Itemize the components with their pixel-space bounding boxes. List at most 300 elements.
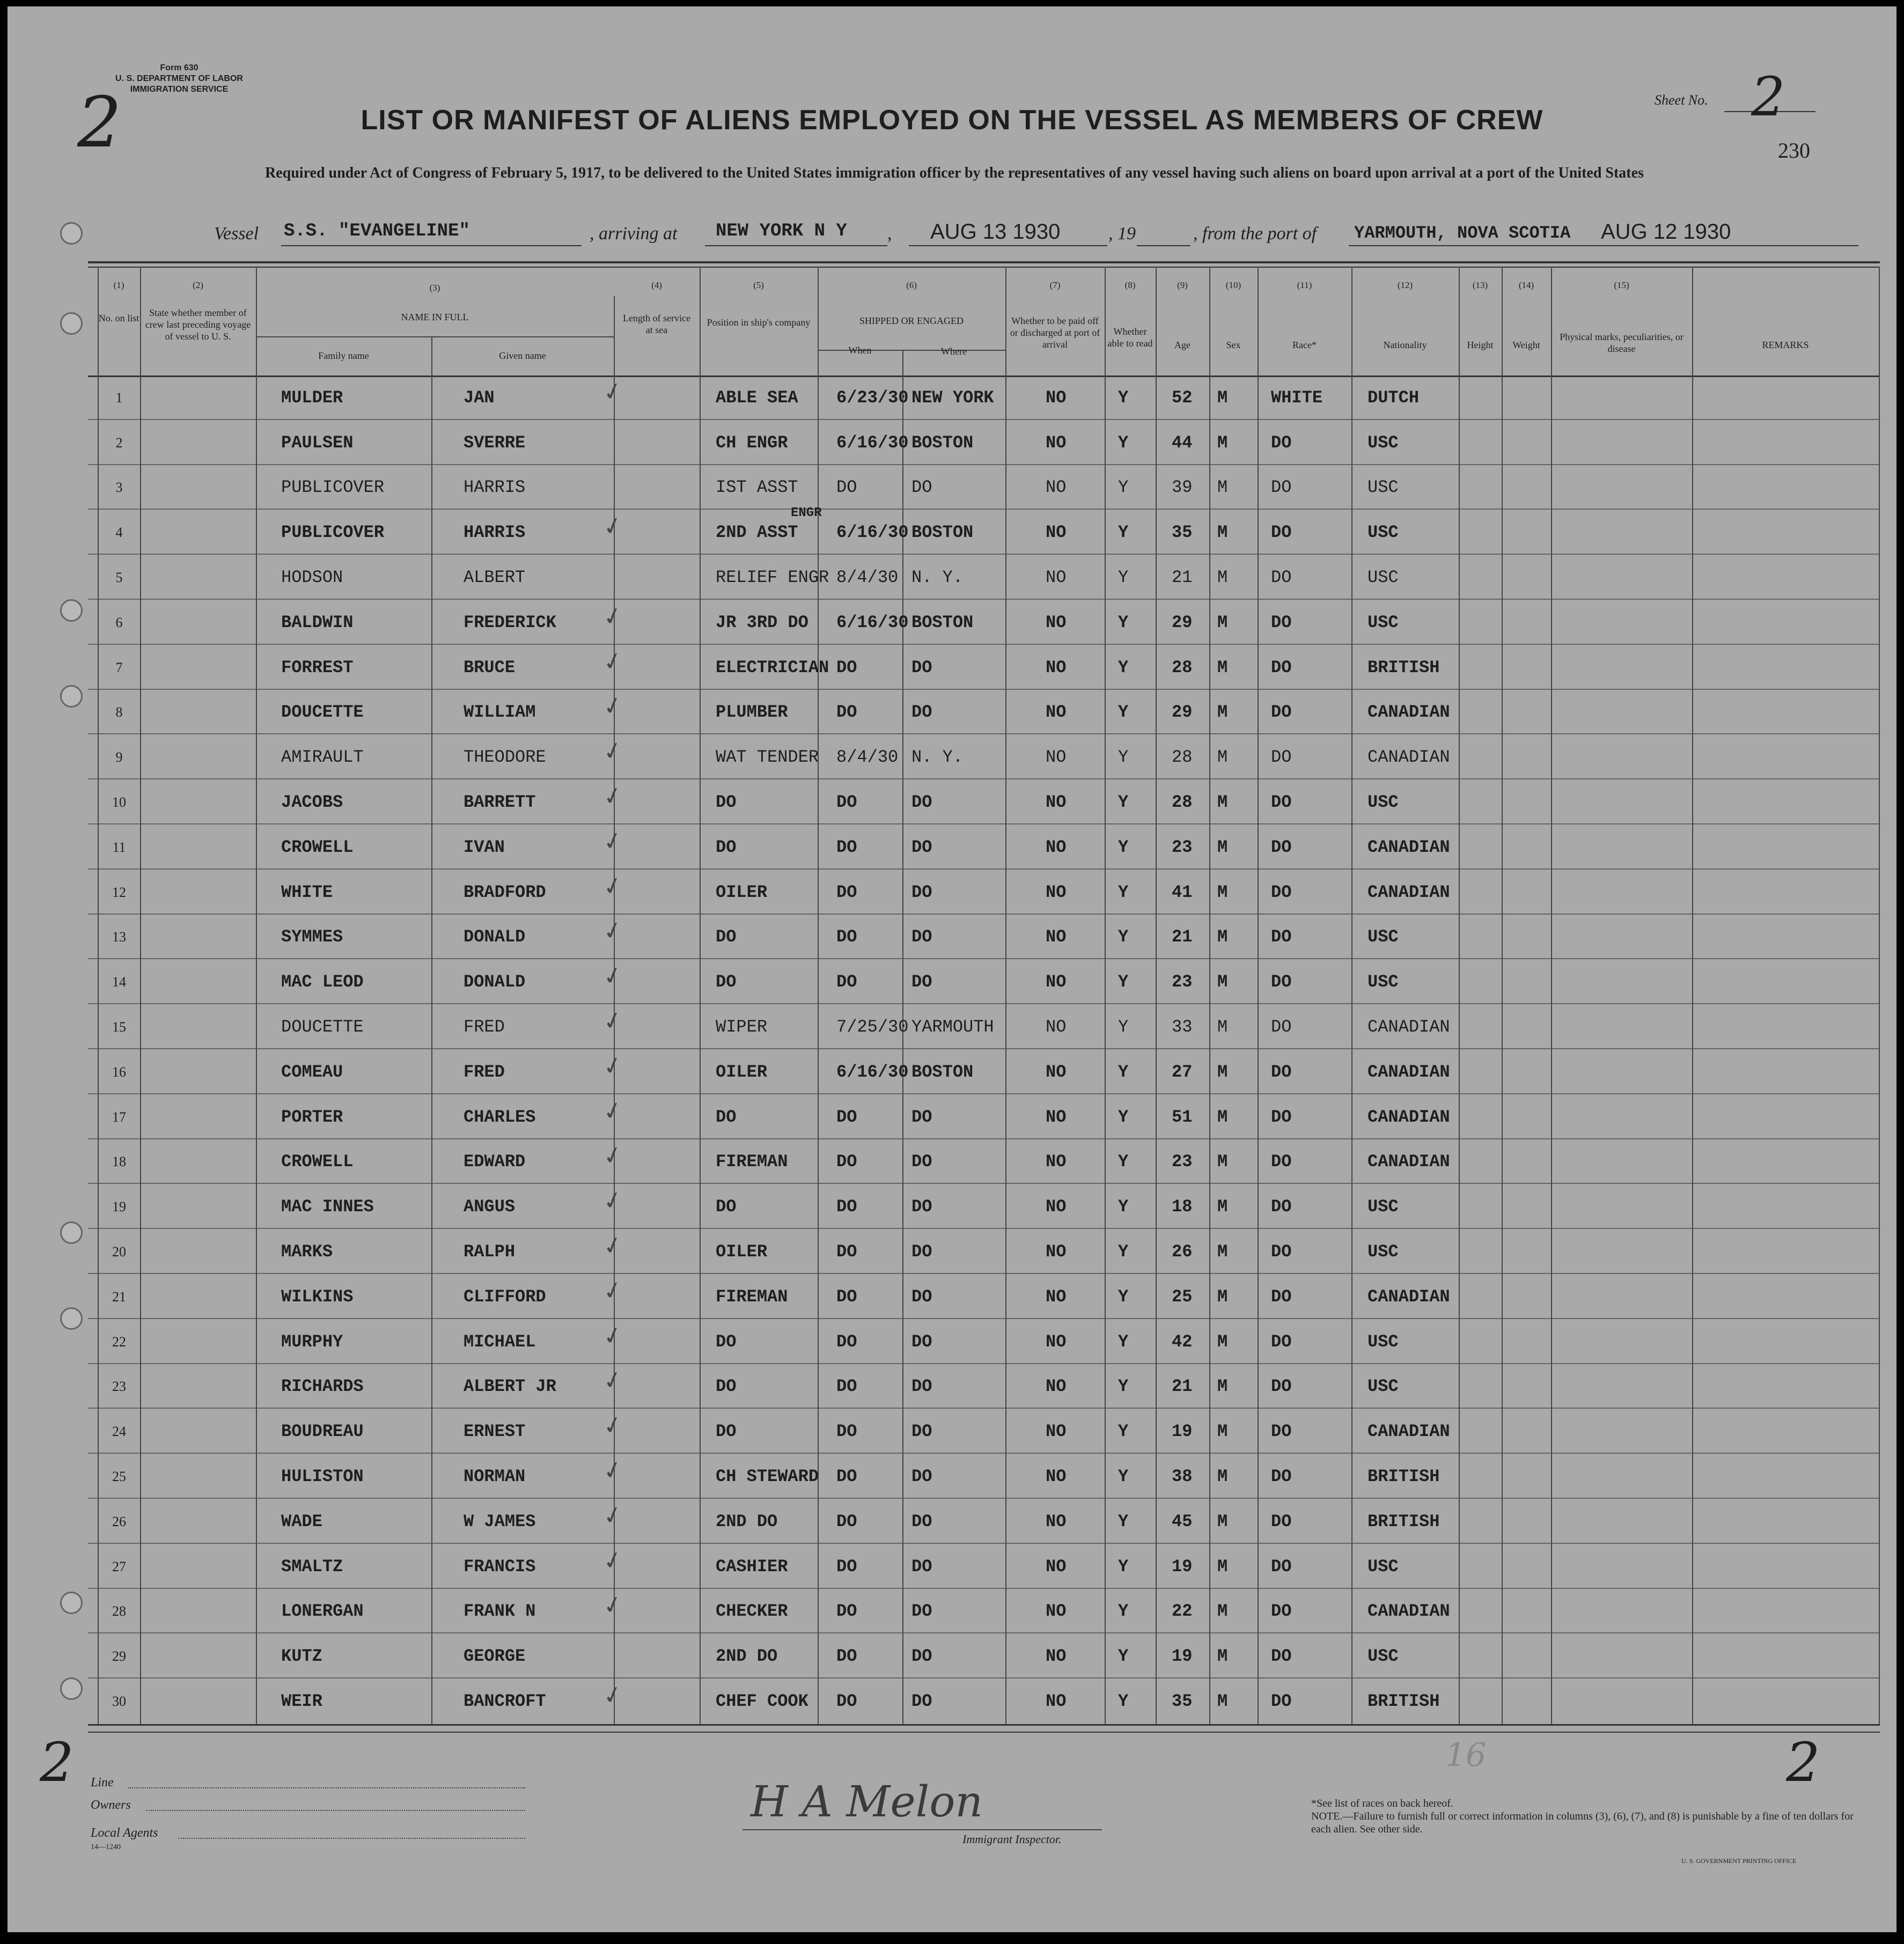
age-cell: 29 [1172,612,1193,632]
binder-hole [60,1221,83,1244]
able-to-read-cell: Y [1118,1467,1129,1487]
race-cell: DO [1271,612,1292,632]
paid-off-cell: NO [1046,568,1067,588]
age-cell: 21 [1172,1376,1193,1397]
shipped-where-cell: DO [911,882,932,902]
age-cell: 18 [1172,1197,1193,1217]
check-mark-icon: ✓ [600,1185,626,1217]
family-name-cell: CROWELL [281,837,354,857]
row-number: 20 [112,1244,126,1260]
able-to-read-cell: Y [1118,837,1129,857]
sex-cell: M [1217,477,1228,498]
position-cell: DO [716,837,737,857]
given-name-cell: MICHAEL [464,1331,536,1352]
family-name-cell: HODSON [281,568,343,588]
given-name-cell: SVERRE [464,432,526,453]
shipped-where-cell: BOSTON [911,522,974,543]
shipped-where-cell: DO [911,837,932,857]
race-cell: DO [1271,1556,1292,1577]
age-cell: 23 [1172,1152,1193,1172]
check-mark-icon: ✓ [600,375,626,408]
sex-cell: M [1217,1601,1228,1622]
able-to-read-cell: Y [1118,522,1129,543]
paid-off-cell: NO [1046,1422,1067,1442]
position-cell: DO [716,927,737,947]
race-cell: DO [1271,1331,1292,1352]
able-to-read-cell: Y [1118,1331,1129,1352]
sex-cell: M [1217,1062,1228,1082]
shipped-where-cell: DO [911,1467,932,1487]
age-cell: 22 [1172,1601,1193,1622]
shipped-where-cell: BOSTON [911,432,974,453]
shipped-when-cell: 8/4/30 [836,568,899,588]
races-note: *See list of races on back hereof. [1311,1798,1453,1809]
check-mark-icon: ✓ [600,1455,626,1486]
paid-off-cell: NO [1046,702,1067,723]
check-mark-icon: ✓ [600,600,626,632]
shipped-where-cell: DO [911,477,932,498]
shipped-where-cell: DO [911,657,932,678]
given-name-cell: FRANCIS [464,1556,536,1577]
page-number: 230 [1778,138,1810,163]
shipped-where-cell: DO [911,1107,932,1127]
able-to-read-cell: Y [1118,792,1129,813]
position-cell: RELIEF ENGR [716,568,829,588]
nationality-cell: CANADIAN [1368,1107,1450,1127]
check-mark-icon: ✓ [600,1230,626,1262]
shipped-when-cell: DO [836,702,857,723]
binder-hole [60,685,83,708]
race-cell: DO [1271,1197,1292,1217]
nationality-cell: USC [1368,568,1399,588]
shipped-when-cell: DO [836,1691,857,1712]
position-cell: PLUMBER [716,702,788,723]
age-cell: 35 [1172,1691,1193,1712]
able-to-read-cell: Y [1118,1062,1129,1082]
family-name-cell: MAC LEOD [281,972,364,992]
column-number: (12) [1397,280,1413,290]
race-cell: DO [1271,568,1292,588]
sex-cell: M [1217,1152,1228,1172]
shipped-where-cell: DO [911,702,932,723]
position-cell: IST ASST [716,477,798,498]
family-name-cell: LONERGAN [281,1601,364,1622]
family-name-cell: JACOBS [281,792,343,813]
shipped-when-cell: DO [836,882,857,902]
shipped-where-cell: DO [911,1376,932,1397]
position-cell: 2ND ASST [716,522,798,543]
shipped-when-cell: DO [836,1422,857,1442]
family-name-cell: MAC INNES [281,1197,374,1217]
row-number: 3 [115,480,123,496]
shipped-when-cell: DO [836,1601,857,1622]
check-mark-icon: ✓ [600,735,626,768]
column-number: (6) [906,280,917,290]
row-number: 25 [112,1469,126,1485]
shipped-when-cell: 7/25/30 [836,1017,909,1037]
row-number: 30 [112,1693,126,1710]
position-cell: CASHIER [716,1556,788,1577]
header-able-to-read: Whether able to read [1107,326,1153,349]
position-cell: JR 3RD DO [716,612,808,632]
shipped-where-cell: DO [911,1422,932,1442]
shipped-when-cell: DO [836,927,857,947]
position-cell: WIPER [716,1017,768,1037]
able-to-read-cell: Y [1118,387,1129,408]
sex-cell: M [1217,1511,1228,1531]
family-name-cell: COMEAU [281,1062,343,1082]
position-cell: FIREMAN [716,1152,788,1172]
paid-off-cell: NO [1046,612,1067,632]
paid-off-cell: NO [1046,1062,1067,1082]
handwritten-mark-bottom-left: 2 [40,1731,74,1794]
column-number: (10) [1225,280,1241,290]
paid-off-cell: NO [1046,1467,1067,1487]
footer-line-label: Line [91,1776,114,1790]
position-cell: DO [716,1376,737,1397]
able-to-read-cell: Y [1118,1646,1129,1667]
given-name-cell: JAN [464,387,495,408]
shipped-when-cell: DO [836,1242,857,1262]
sex-cell: M [1217,1376,1228,1397]
departure-date-stamp: AUG 12 1930 [1601,220,1731,244]
nationality-cell: CANADIAN [1368,702,1450,723]
family-name-cell: SYMMES [281,927,343,947]
family-name-cell: FORREST [281,657,354,678]
shipped-where-cell: NEW YORK [911,387,994,408]
immigrant-inspector-label: Immigrant Inspector. [962,1832,1062,1846]
paid-off-cell: NO [1046,1286,1067,1307]
check-mark-icon: ✓ [600,780,626,812]
sex-cell: M [1217,1556,1228,1577]
shipped-when-cell: DO [836,1511,857,1531]
nationality-cell: USC [1368,792,1399,813]
family-name-cell: RICHARDS [281,1376,364,1397]
row-number: 15 [112,1019,126,1035]
shipped-when-cell: DO [836,1556,857,1577]
check-mark-icon: ✓ [600,1140,626,1172]
shipped-when-cell: DO [836,1152,857,1172]
able-to-read-cell: Y [1118,1152,1129,1172]
check-mark-icon: ✓ [600,960,626,992]
family-name-cell: MURPHY [281,1331,343,1352]
header-height: Height [1467,340,1494,350]
service-name: IMMIGRATION SERVICE [130,85,229,94]
able-to-read-cell: Y [1118,568,1129,588]
nationality-cell: USC [1368,477,1399,498]
shipped-where-cell: DO [911,1331,932,1352]
given-name-cell: DONALD [464,972,526,992]
footer-owners-label: Owners [91,1798,131,1812]
column-number: (1) [113,280,124,290]
age-cell: 35 [1172,522,1193,543]
faint-mark: 16 [1445,1736,1487,1774]
position-cell: CH STEWARD [716,1467,819,1487]
family-name-cell: SMALTZ [281,1556,343,1577]
able-to-read-cell: Y [1118,1376,1129,1397]
race-cell: DO [1271,882,1292,902]
position-cell: ABLE SEA [716,387,798,408]
row-number: 6 [115,614,123,630]
race-cell: WHITE [1271,387,1323,408]
row-number: 4 [115,525,123,541]
given-name-cell: ALBERT JR [464,1376,556,1397]
row-number: 1 [115,389,123,406]
check-mark-icon: ✓ [600,1544,626,1577]
position-cell: CHEF COOK [716,1691,808,1712]
header-sex: Sex [1226,340,1241,350]
shipped-when-cell: DO [836,1331,857,1352]
age-cell: 33 [1172,1017,1193,1037]
family-name-cell: DOUCETTE [281,702,364,723]
nationality-cell: USC [1368,1556,1399,1577]
race-cell: DO [1271,792,1292,813]
shipped-when-cell: DO [836,1467,857,1487]
family-name-cell: MULDER [281,387,343,408]
row-number: 22 [112,1334,126,1350]
age-cell: 28 [1172,792,1193,813]
printing-office: U. S. GOVERNMENT PRINTING OFFICE [1681,1857,1797,1865]
race-cell: DO [1271,1107,1292,1127]
form-number: Form 630 [160,63,199,72]
age-cell: 38 [1172,1467,1193,1487]
header-no-on-list: No. on list [98,313,139,323]
paid-off-cell: NO [1046,1556,1067,1577]
shipped-where-cell: YARMOUTH [911,1017,994,1037]
binder-hole [60,599,83,622]
family-name-cell: BALDWIN [281,612,354,632]
race-cell: DO [1271,657,1292,678]
check-mark-icon: ✓ [600,825,626,857]
shipped-where-cell: DO [911,1601,932,1622]
age-cell: 19 [1172,1422,1193,1442]
binder-hole [60,1592,83,1614]
age-cell: 41 [1172,882,1193,902]
race-cell: DO [1271,1646,1292,1667]
nationality-cell: CANADIAN [1368,1601,1450,1622]
race-cell: DO [1271,927,1292,947]
position-cell: 2ND DO [716,1646,778,1667]
given-name-cell: BARRETT [464,792,536,813]
age-cell: 42 [1172,1331,1193,1352]
shipped-when-cell: DO [836,1646,857,1667]
check-mark-icon: ✓ [600,1589,626,1622]
sheet-number-value: 2 [1751,65,1785,128]
row-number: 7 [115,659,123,675]
able-to-read-cell: Y [1118,1017,1129,1037]
column-number: (4) [651,280,662,290]
arrival-port: NEW YORK N Y [716,221,847,241]
given-name-cell: BRADFORD [464,882,546,902]
sex-cell: M [1217,792,1228,813]
race-cell: DO [1271,972,1292,992]
sex-cell: M [1217,1197,1228,1217]
row-number: 19 [112,1199,126,1215]
shipped-when-cell: 6/16/30 [836,432,909,453]
nationality-cell: USC [1368,1376,1399,1397]
arrival-date-stamp: AUG 13 1930 [930,220,1061,244]
nationality-cell: CANADIAN [1368,1062,1450,1082]
header-race: Race* [1292,340,1317,350]
given-name-cell: BANCROFT [464,1691,546,1712]
race-cell: DO [1271,432,1292,453]
sex-cell: M [1217,432,1228,453]
column-number: (9) [1177,280,1188,290]
sex-cell: M [1217,1422,1228,1442]
header-given-name: Given name [499,350,546,361]
sex-cell: M [1217,1691,1228,1712]
nationality-cell: CANADIAN [1368,882,1450,902]
position-cell: DO [716,1422,737,1442]
paid-off-cell: NO [1046,972,1067,992]
check-mark-icon: ✓ [600,511,626,543]
position-note: ENGR [791,506,822,521]
footer-local-agents-label: Local Agents [91,1826,158,1840]
position-cell: CHECKER [716,1601,788,1622]
nationality-cell: CANADIAN [1368,1152,1450,1172]
paid-off-cell: NO [1046,1107,1067,1127]
race-cell: DO [1271,1017,1292,1037]
position-cell: CH ENGR [716,432,788,453]
nationality-cell: CANADIAN [1368,1017,1450,1037]
header-family-name: Family name [318,350,369,361]
given-name-cell: W JAMES [464,1511,536,1531]
family-name-cell: DOUCETTE [281,1017,364,1037]
given-name-cell: FRED [464,1017,505,1037]
given-name-cell: CLIFFORD [464,1286,546,1307]
position-cell: OILER [716,1062,768,1082]
header-remarks: REMARKS [1762,340,1809,350]
shipped-when-cell: 6/16/30 [836,1062,909,1082]
check-mark-icon: ✓ [600,1410,626,1442]
able-to-read-cell: Y [1118,882,1129,902]
race-cell: DO [1271,1511,1292,1531]
age-cell: 19 [1172,1556,1193,1577]
age-cell: 51 [1172,1107,1193,1127]
able-to-read-cell: Y [1118,1107,1129,1127]
sex-cell: M [1217,387,1228,408]
position-cell: DO [716,792,737,813]
from-port-label: , from the port of [1193,224,1317,244]
nationality-cell: CANADIAN [1368,1286,1450,1307]
nationality-cell: BRITISH [1368,657,1440,678]
sex-cell: M [1217,1331,1228,1352]
departure-port: YARMOUTH, NOVA SCOTIA [1354,223,1571,243]
column-number: (5) [753,280,764,290]
nationality-cell: USC [1368,927,1399,947]
age-cell: 28 [1172,657,1193,678]
row-number: 8 [115,704,123,720]
paid-off-cell: NO [1046,882,1067,902]
column-number: (15) [1614,280,1629,290]
nationality-cell: BRITISH [1368,1467,1440,1487]
nationality-cell: USC [1368,432,1399,453]
paid-off-cell: NO [1046,747,1067,768]
nationality-cell: BRITISH [1368,1691,1440,1712]
paid-off-cell: NO [1046,432,1067,453]
row-number: 27 [112,1558,126,1574]
sex-cell: M [1217,837,1228,857]
race-cell: DO [1271,1467,1292,1487]
age-cell: 28 [1172,747,1193,768]
shipped-where-cell: N. Y. [911,747,964,768]
sex-cell: M [1217,1242,1228,1262]
sex-cell: M [1217,1017,1228,1037]
position-cell: FIREMAN [716,1286,788,1307]
year-label: , 19 [1108,224,1136,244]
able-to-read-cell: Y [1118,927,1129,947]
paid-off-cell: NO [1046,1376,1067,1397]
check-mark-icon: ✓ [600,915,626,947]
shipped-where-cell: DO [911,1691,932,1712]
binder-hole [60,222,83,245]
family-name-cell: PAULSEN [281,432,354,453]
shipped-where-cell: DO [911,1242,932,1262]
row-number: 12 [112,884,126,900]
position-cell: DO [716,1331,737,1352]
header-paid-off: Whether to be paid off or discharged at port of arrival [1010,315,1100,350]
given-name-cell: IVAN [464,837,505,857]
family-name-cell: PUBLICOVER [281,477,385,498]
row-number: 21 [112,1288,126,1305]
shipped-where-cell: DO [911,1286,932,1307]
given-name-cell: NORMAN [464,1467,526,1487]
shipped-when-cell: DO [836,657,857,678]
paid-off-cell: NO [1046,792,1067,813]
able-to-read-cell: Y [1118,747,1129,768]
given-name-cell: WILLIAM [464,702,536,723]
age-cell: 27 [1172,1062,1193,1082]
header-physical-marks: Physical marks, peculiarities, or disease [1560,332,1684,354]
row-number: 5 [115,570,123,586]
race-cell: DO [1271,837,1292,857]
vessel-label: Vessel [214,224,259,244]
check-mark-icon: ✓ [600,1005,626,1037]
shipped-when-cell: 6/16/30 [836,612,909,632]
race-cell: DO [1271,1062,1292,1082]
row-number: 29 [112,1648,126,1665]
binder-hole [60,312,83,335]
row-number: 23 [112,1379,126,1395]
able-to-read-cell: Y [1118,1601,1129,1622]
given-name-cell: CHARLES [464,1107,536,1127]
family-name-cell: CROWELL [281,1152,354,1172]
given-name-cell: BRUCE [464,657,516,678]
race-cell: DO [1271,1242,1292,1262]
shipped-where-cell: DO [911,1646,932,1667]
race-cell: DO [1271,1691,1292,1712]
shipped-when-cell: DO [836,1107,857,1127]
sex-cell: M [1217,657,1228,678]
shipped-where-cell: DO [911,792,932,813]
given-name-cell: FRED [464,1062,505,1082]
paid-off-cell: NO [1046,1017,1067,1037]
row-number: 16 [112,1064,126,1080]
position-cell: WAT TENDER [716,747,819,768]
arriving-label: , arriving at [590,224,678,244]
footnote [1311,1797,1874,1836]
race-cell: DO [1271,1376,1292,1397]
shipped-when-cell: 6/23/30 [836,387,909,408]
position-cell: DO [716,972,737,992]
sex-cell: M [1217,612,1228,632]
check-mark-icon: ✓ [600,1275,626,1307]
able-to-read-cell: Y [1118,1422,1129,1442]
shipped-where-cell: DO [911,1511,932,1531]
row-number: 17 [112,1109,126,1125]
paid-off-cell: NO [1046,1511,1067,1531]
sex-cell: M [1217,972,1228,992]
